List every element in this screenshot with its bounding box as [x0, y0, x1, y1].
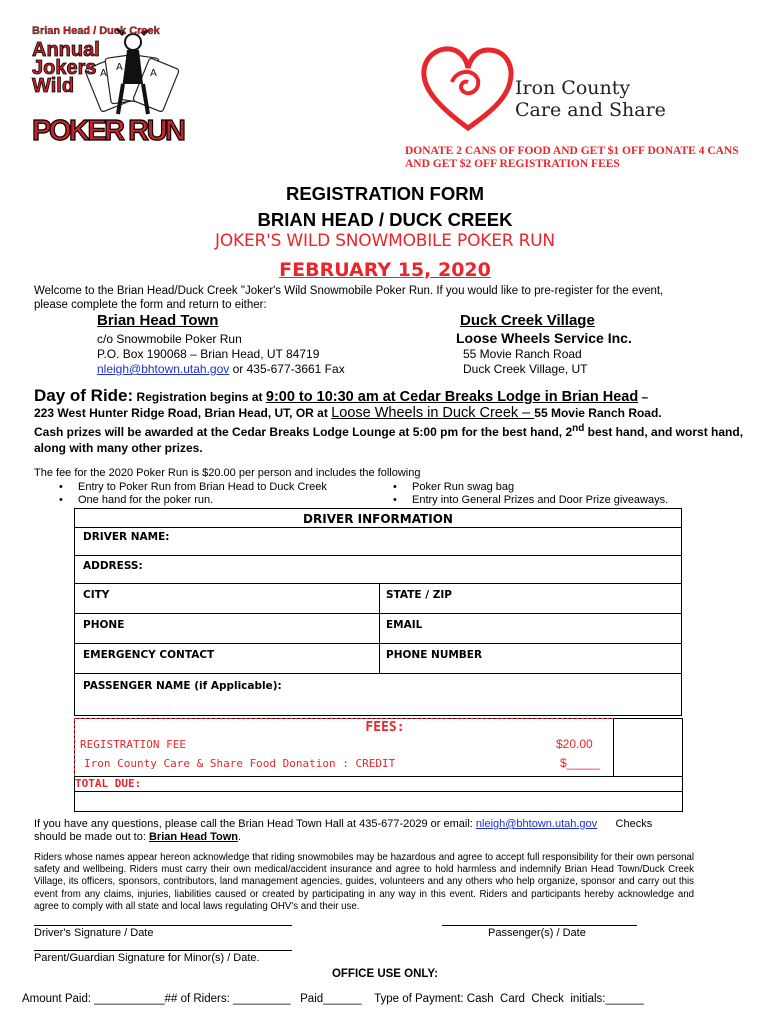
questions-email-link[interactable]: nleigh@bhtown.utah.gov	[475, 818, 598, 830]
svg-text:A: A	[150, 68, 157, 79]
include-item: • Poker Run swag bag	[412, 481, 514, 493]
questions-body: If you have any questions, please call the Brian Head Town Hall at 435-677-2029 or email:	[34, 818, 476, 830]
donate-note: DONATE 2 CANS OF FOOD AND GET $1 OFF DONATE 4 CANS AND GET $2 OFF REGISTRATION FEES	[405, 145, 739, 170]
questions-text	[34, 818, 694, 844]
driver-signature-label: Driver's Signature / Date	[34, 927, 154, 939]
brian-head-title: Brian Head Town	[97, 312, 219, 329]
duck-creek-subtitle: Loose Wheels Service Inc.	[456, 330, 632, 346]
brian-head-line2: P.O. Box 190068 – Brian Head, UT 84719	[97, 347, 320, 361]
brian-head-line1: c/o Snowmobile Poker Run	[97, 332, 242, 346]
fees-divider	[74, 776, 683, 777]
checks-text: Checks	[615, 818, 653, 830]
address-field[interactable]: ADDRESS:	[83, 560, 143, 572]
day-of-ride-label: Day of Ride:	[34, 386, 134, 405]
state-zip-field[interactable]: STATE / ZIP	[386, 589, 452, 601]
prizes-text: Cash prizes will be awarded at the Cedar Breaks Lodge Lounge at 5:00 pm for the best hand, 2	[34, 425, 573, 439]
waiver-text: Riders whose names appear hereon acknowledge that riding snowmobiles may be hazardous and agree to accept full responsibility for their own personal safety and wellbeing. Riders must carry their own medical/accident insurance and agree to hold harmless and indemnify Brian Head Town/Duck Creek Village, its officers, sponsors, contributors, land management agencies, guides, volunteers and any others who help organize, sponsor and carry out this event from any claims, injuries, liabilities caused or created by participating in any way in this event. Riders and participants hereby acknowledge and agree to comply with all state and local laws regulating OHV's and their use.	[34, 852, 694, 912]
duck-creek-line1: 55 Movie Ranch Road	[463, 347, 582, 361]
fees-header: FEES:	[365, 720, 405, 735]
driver-name-field[interactable]: DRIVER NAME:	[83, 531, 170, 543]
guardian-signature-label: Parent/Guardian Signature for Minor(s) / Date.	[34, 952, 260, 964]
fee-intro: The fee for the 2020 Poker Run is $20.00 per person and includes the following	[34, 467, 421, 479]
dash: –	[638, 390, 649, 404]
logo-jokers: Jokers	[32, 57, 97, 79]
city-field[interactable]: CITY	[83, 589, 110, 601]
email-field[interactable]: EMAIL	[386, 619, 423, 631]
registration-fee-amount: $20.00	[556, 737, 593, 751]
passenger-signature-line[interactable]	[442, 925, 637, 926]
fees-divider	[74, 791, 683, 792]
logo-wild: Wild	[32, 75, 75, 97]
donation-label: Iron County Care & Share Food Donation : CREDIT	[84, 757, 396, 770]
phone-field[interactable]: PHONE	[83, 619, 125, 631]
poker-run-logo	[30, 22, 190, 150]
svg-text:A: A	[100, 68, 107, 79]
prizes-text-2: best hand, and worst hand, along with many other prizes.	[34, 425, 744, 455]
office-use-row: Amount Paid: ___________## of Riders: _________ Paid______ Type of Payment: Cash Card Check initials:______	[22, 993, 644, 1005]
brian-head-contact	[97, 362, 345, 377]
or-at: OR at	[295, 406, 332, 420]
period: .	[238, 831, 242, 843]
logo-annual: Annual	[32, 39, 100, 61]
logo-care-and-share: Care and Share	[515, 99, 666, 121]
event-date: FEBRUARY 15, 2020	[279, 259, 491, 281]
include-item: • Entry to Poker Run from Brian Head to Duck Creek	[78, 481, 327, 493]
movie-ranch: 55 Movie Ranch Road.	[534, 406, 662, 420]
passenger-signature-label: Passenger(s) / Date	[488, 927, 586, 939]
emergency-contact-field[interactable]: EMERGENCY CONTACT	[83, 649, 215, 661]
donation-amount[interactable]: $_____	[560, 756, 601, 770]
brian-head-email-link[interactable]: nleigh@bhtown.utah.gov	[97, 362, 230, 376]
duck-creek-title: Duck Creek Village	[460, 312, 595, 329]
phone-number-field[interactable]: PHONE NUMBER	[386, 649, 483, 661]
heart-icon	[418, 42, 518, 134]
total-due-label[interactable]: TOTAL DUE:	[75, 777, 142, 790]
guardian-signature-line[interactable]	[34, 950, 292, 951]
office-use-title: OFFICE USE ONLY:	[331, 968, 439, 980]
lodge-address: 223 West Hunter Ridge Road, Brian Head, UT,	[34, 406, 296, 420]
brian-head-fax: or 435-677-3661 Fax	[229, 362, 345, 376]
reg-begins: Registration begins at	[133, 390, 266, 404]
payee: Brian Head Town	[148, 831, 238, 843]
logo-poker-run: POKER RUN	[32, 115, 186, 147]
event-name: JOKER'S WILD SNOWMOBILE POKER RUN	[215, 231, 555, 251]
form-subtitle: BRIAN HEAD / DUCK CREEK	[257, 209, 513, 230]
registration-fee-label: REGISTRATION FEE	[80, 738, 186, 751]
logo-top-text: Brian Head / Duck Creek	[32, 25, 160, 37]
driver-info-header: DRIVER INFORMATION	[303, 512, 453, 526]
welcome-text: Welcome to the Brian Head/Duck Creek "Joker's Wild Snowmobile Poker Run. If you would like to pre-register for the event, please complete the form and return to either:	[34, 285, 664, 311]
svg-text:A: A	[116, 62, 123, 73]
include-item: • Entry into General Prizes and Door Prize giveaways.	[412, 494, 668, 506]
passenger-name-field[interactable]: PASSENGER NAME (if Applicable):	[83, 680, 282, 692]
prizes-sup: nd	[572, 423, 585, 434]
time-place: 9:00 to 10:30 am at Cedar Breaks Lodge in Brian Head	[265, 389, 639, 405]
include-item: • One hand for the poker run.	[78, 494, 213, 506]
driver-info-table	[74, 508, 682, 716]
loose-wheels: Loose Wheels in Duck Creek –	[331, 405, 535, 421]
driver-signature-line[interactable]	[34, 925, 292, 926]
form-title: REGISTRATION FORM	[285, 183, 484, 204]
logo-iron-county: Iron County	[515, 77, 631, 99]
payable-text: should be made out to:	[34, 831, 149, 843]
duck-creek-line2: Duck Creek Village, UT	[463, 362, 588, 376]
day-of-ride	[34, 388, 754, 456]
